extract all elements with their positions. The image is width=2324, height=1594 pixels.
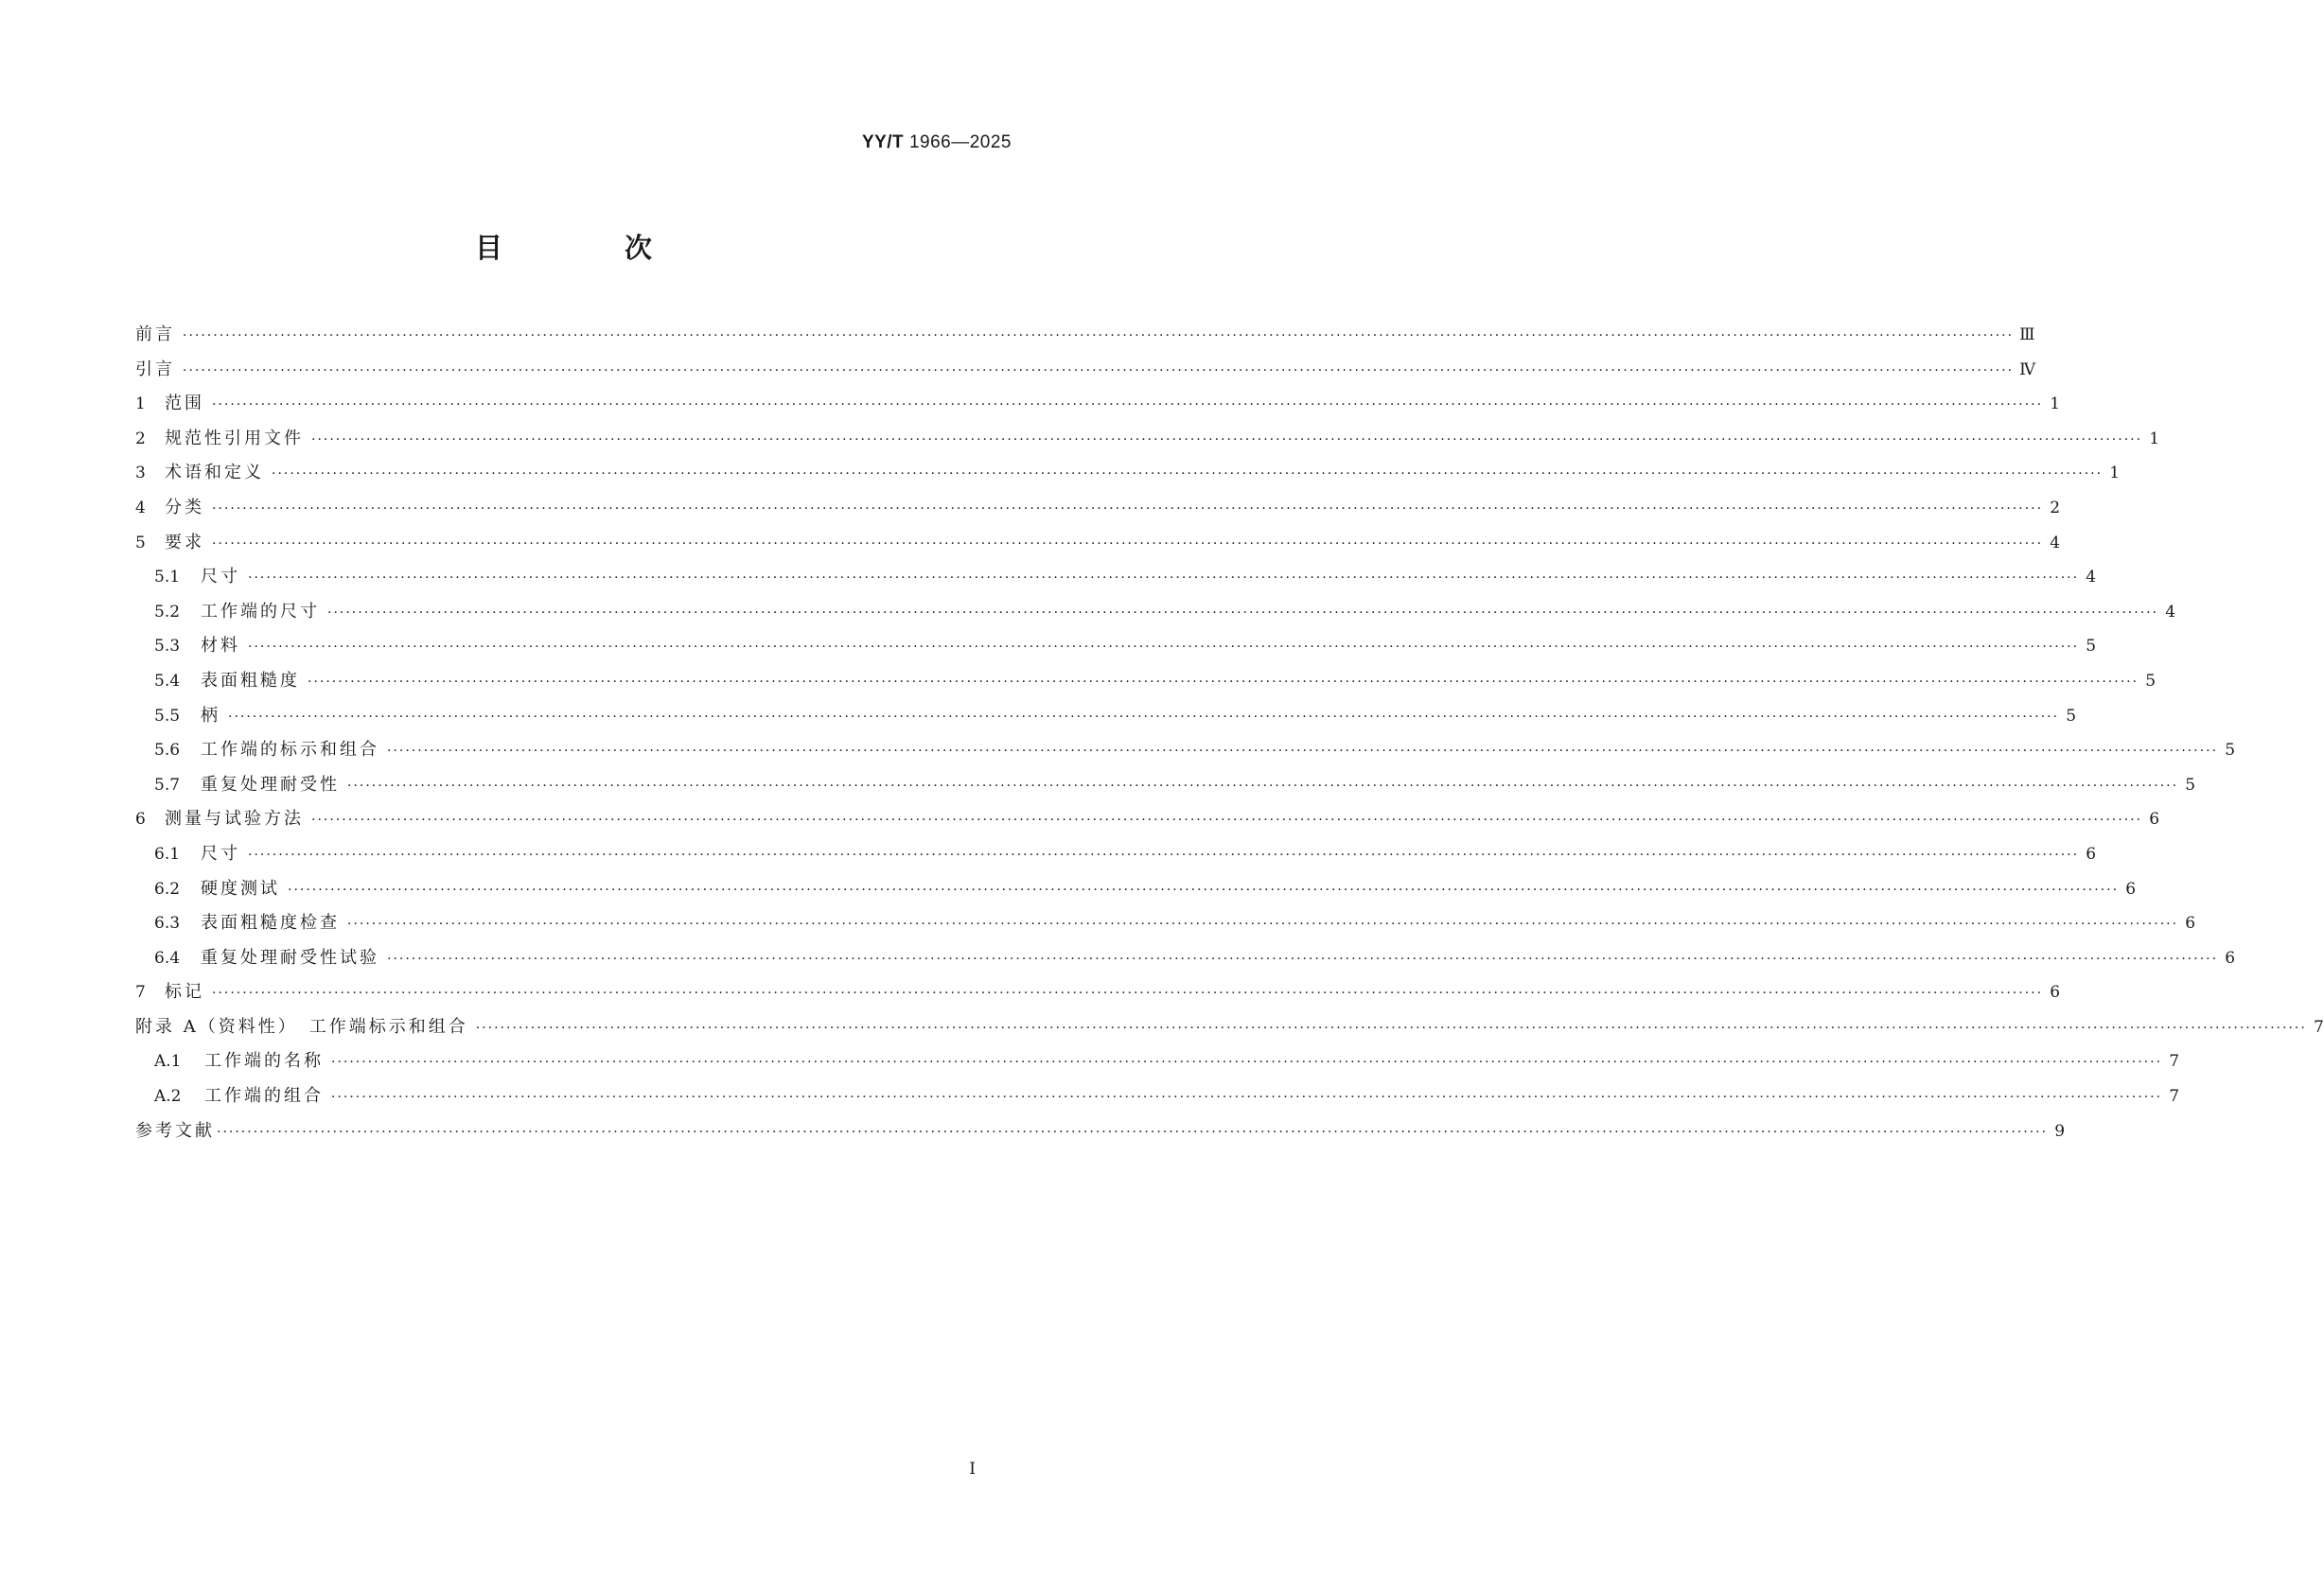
toc-entry-number: 3: [135, 464, 146, 483]
toc-entry-number: 6.1: [154, 844, 181, 864]
toc-entry-title: 分类: [165, 497, 204, 517]
toc-entry-title: 前言: [135, 324, 175, 344]
toc-entry-page: Ⅲ: [2019, 325, 2035, 344]
toc-entry-page: 5: [2145, 671, 2157, 691]
toc-dot-leader: ············································································································································································································································································································: [475, 1020, 2307, 1036]
toc-entry-page: 7: [2169, 1052, 2180, 1072]
toc-entry-title: 硬度测试: [201, 878, 280, 899]
toc-dot-leader: ············································································································································································································································································································: [228, 709, 2060, 725]
document-code: [862, 132, 1012, 153]
toc-entry[interactable]: [135, 875, 2137, 910]
toc-entry-page: 6: [2086, 844, 2097, 864]
toc-entry-page: 1: [2109, 464, 2121, 483]
toc-entry-number: 1: [135, 394, 146, 414]
toc-entry-title: 范围: [165, 394, 204, 414]
page-title: 目 次: [474, 232, 699, 264]
toc-entry[interactable]: [135, 529, 2061, 564]
toc-entry-title: 测量与试验方法: [165, 809, 304, 830]
toc-entry[interactable]: [135, 321, 2035, 356]
toc-entry-page: 9: [2054, 1121, 2066, 1141]
toc-entry-title: 引言: [135, 359, 175, 379]
toc-entry-title: 工作端的名称: [204, 1051, 324, 1072]
toc-entry[interactable]: [135, 563, 2097, 598]
toc-entry-title: 柄: [201, 705, 220, 726]
toc-entry-number: 4: [135, 498, 146, 517]
toc-entry-title: 尺寸: [201, 567, 240, 587]
toc-dot-leader: ············································································································································································································································································································: [212, 500, 2044, 517]
toc-dot-leader: ············································································································································································································································································································: [248, 639, 2080, 656]
toc-dot-leader: ············································································································································································································································································································: [272, 466, 2104, 482]
toc-entry[interactable]: [135, 840, 2097, 875]
toc-dot-leader: ············································································································································································································································································································: [183, 328, 2015, 343]
document-code-number: 1966—2025: [908, 132, 1012, 152]
toc-dot-leader: ············································································································································································································································································································: [217, 1124, 2049, 1140]
toc-dot-leader: ············································································································································································································································································································: [248, 570, 2080, 587]
toc-entry-title: 表面粗糙度: [201, 670, 300, 691]
toc-dot-leader: ············································································································································································································································································································: [248, 847, 2080, 863]
toc-dot-leader: ············································································································································································································································································································: [387, 744, 2219, 760]
toc-entry[interactable]: [135, 1117, 2066, 1152]
toc-entry[interactable]: [135, 598, 2176, 633]
toc-entry-title: 重复处理耐受性试验: [201, 947, 379, 968]
toc-entry-number: 5.5: [154, 706, 181, 726]
toc-entry-number: 2: [135, 429, 146, 448]
toc-entry[interactable]: [135, 425, 2160, 460]
toc-entry-title: 工作端的标示和组合: [201, 740, 379, 761]
toc-dot-leader: ············································································································································································································································································································: [183, 362, 2015, 378]
toc-dot-leader: ············································································································································································································································································································: [387, 951, 2219, 967]
toc-entry-page: Ⅳ: [2019, 359, 2036, 379]
toc-entry[interactable]: [135, 736, 2236, 771]
toc-entry-page: 4: [2165, 602, 2176, 622]
toc-entry[interactable]: [135, 667, 2157, 702]
toc-entry-title: 重复处理耐受性: [201, 774, 340, 795]
toc-entry-page: 6: [2125, 879, 2137, 899]
toc-entry[interactable]: [135, 702, 2077, 737]
toc-dot-leader: ············································································································································································································································································································: [331, 1090, 2163, 1106]
toc-entry-page: 6: [2050, 983, 2061, 1003]
toc-entry-number: 6: [135, 810, 146, 830]
toc-entry-title: 参考文献: [135, 1120, 215, 1141]
toc-entry-page: 6: [2149, 810, 2160, 830]
toc-dot-leader: ············································································································································································································································································································: [212, 986, 2044, 1002]
toc-entry-number: A.2: [154, 1087, 182, 1107]
toc-entry-number: 5.6: [154, 741, 181, 761]
toc-dot-leader: ············································································································································································································································································································: [288, 882, 2120, 898]
toc-entry[interactable]: [135, 1013, 2324, 1048]
toc-entry-page: 5: [2086, 637, 2097, 657]
toc-entry-page: 7: [2313, 1017, 2324, 1037]
toc-entry-page: 4: [2050, 533, 2061, 552]
toc-entry[interactable]: [135, 909, 2196, 944]
toc-entry-page: 2: [2050, 498, 2061, 517]
toc-entry-number: 6.2: [154, 879, 181, 899]
toc-entry-title: 术语和定义: [165, 463, 264, 483]
toc-entry-page: 7: [2169, 1087, 2180, 1107]
toc-entry[interactable]: [135, 805, 2160, 840]
toc-entry[interactable]: [135, 356, 2036, 391]
document-code-prefix: YY/T: [861, 132, 905, 152]
toc-entry[interactable]: [135, 771, 2196, 806]
toc-entry-page: 5: [2066, 706, 2077, 726]
toc-entry[interactable]: [135, 459, 2121, 494]
toc-entry-title: 工作端的尺寸: [201, 601, 320, 622]
toc-dot-leader: ············································································································································································································································································································: [311, 431, 2143, 447]
toc-dot-leader: ············································································································································································································································································································: [212, 397, 2044, 413]
toc-entry-title: 要求: [165, 532, 204, 552]
toc-entry-page: 1: [2050, 394, 2061, 414]
toc-entry-number: 6.4: [154, 948, 181, 968]
toc-entry-number: 5.4: [154, 671, 181, 691]
toc-entry-title: 材料: [201, 636, 240, 657]
toc-entry[interactable]: [135, 390, 2061, 425]
toc-entry[interactable]: [135, 944, 2236, 979]
toc-entry-number: 5.7: [154, 775, 181, 795]
toc-entry-page: 6: [2225, 948, 2236, 968]
toc-entry-title: 工作端的组合: [204, 1086, 324, 1107]
page-number: Ⅰ: [969, 1460, 976, 1479]
toc-entry-number: 6.3: [154, 914, 181, 934]
toc-entry[interactable]: [135, 494, 2061, 529]
toc-dot-leader: ············································································································································································································································································································: [347, 778, 2179, 794]
toc-entry-number: 5.2: [154, 602, 181, 622]
toc-dot-leader: ············································································································································································································································································································: [331, 1055, 2163, 1071]
toc-entry-number: A.1: [154, 1052, 182, 1072]
toc-entry-title: 附录 A（资料性） 工作端标示和组合: [135, 1016, 468, 1037]
toc-entry-number: 5.1: [154, 568, 181, 587]
toc-entry-page: 1: [2149, 429, 2160, 448]
toc-entry-title: 表面粗糙度检查: [201, 913, 340, 934]
toc-entry-page: 5: [2225, 741, 2236, 761]
toc-entry-page: 6: [2185, 914, 2196, 934]
table-of-contents: [135, 321, 2324, 1151]
toc-entry-number: 5.3: [154, 637, 181, 657]
toc-entry-title: 规范性引用文件: [165, 428, 304, 448]
toc-entry[interactable]: [135, 632, 2097, 667]
toc-entry-number: 5: [135, 533, 146, 552]
toc-entry-page: 5: [2185, 775, 2196, 795]
toc-dot-leader: ············································································································································································································································································································: [347, 917, 2179, 933]
toc-entry[interactable]: [135, 978, 2061, 1013]
toc-dot-leader: ············································································································································································································································································································: [311, 813, 2143, 829]
toc-dot-leader: ············································································································································································································································································································: [327, 604, 2159, 621]
toc-entry[interactable]: [135, 1047, 2180, 1082]
toc-entry[interactable]: [135, 1082, 2180, 1117]
toc-entry-title: 尺寸: [201, 843, 240, 864]
toc-entry-title: 标记: [165, 982, 204, 1003]
toc-dot-leader: ············································································································································································································································································································: [308, 674, 2139, 690]
toc-dot-leader: ············································································································································································································································································································: [212, 535, 2044, 552]
toc-entry-number: 7: [135, 983, 146, 1003]
toc-entry-page: 4: [2086, 568, 2097, 587]
